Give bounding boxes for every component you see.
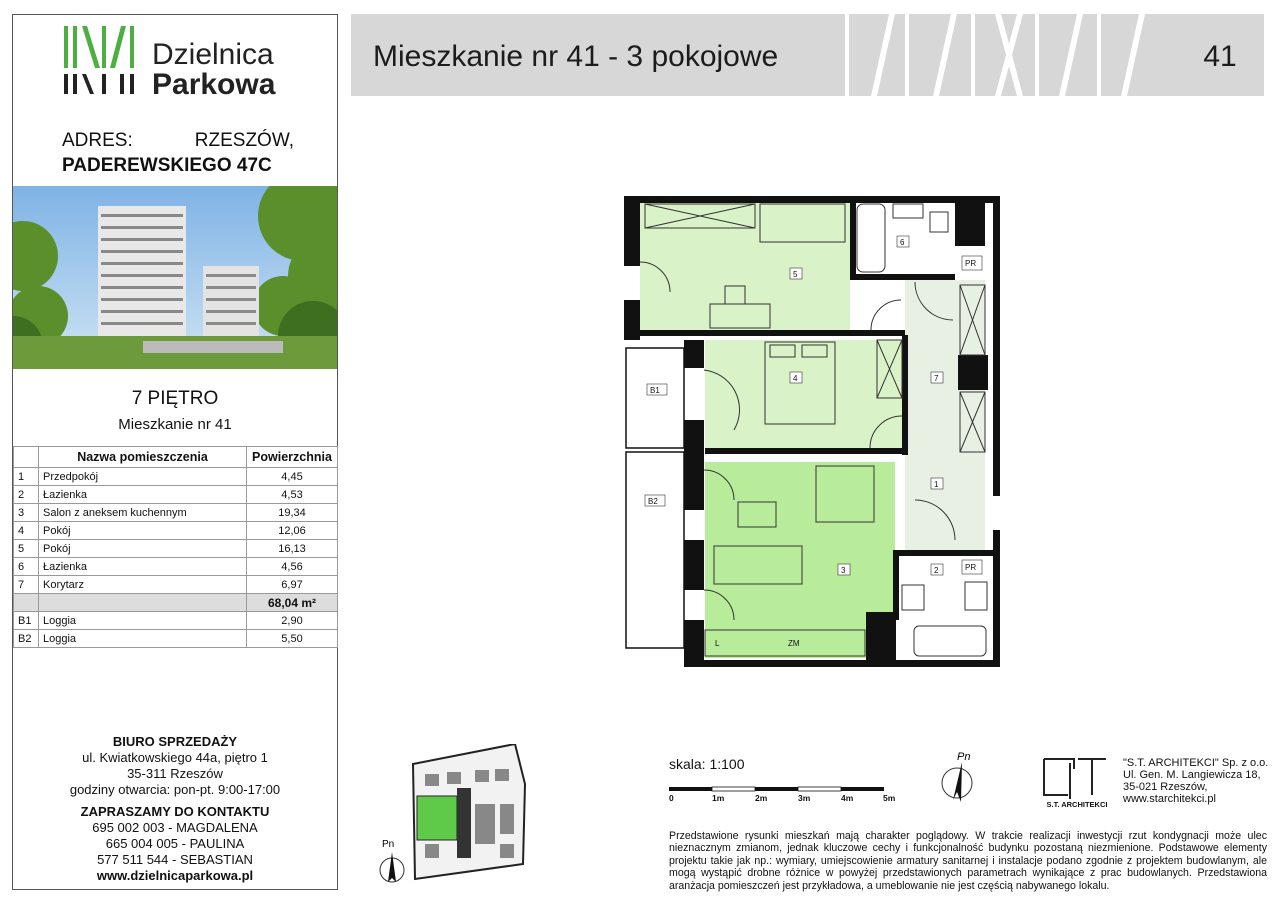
row-no: 4 — [14, 522, 39, 540]
decorative-stripes — [845, 14, 1160, 96]
sales-address: ul. Kwiatkowskiego 44a, piętro 1 — [82, 750, 268, 765]
row-no: B1 — [14, 612, 39, 630]
row-area: 6,97 — [247, 576, 338, 594]
table-row — [14, 576, 338, 594]
row-area: 19,34 — [247, 504, 338, 522]
scale-bar — [669, 786, 901, 806]
row-name: Łazienka — [39, 486, 247, 504]
row-no: 2 — [14, 486, 39, 504]
contact-heading: ZAPRASZAMY DO KONTAKTU — [80, 804, 270, 819]
row-name: Przedpokój — [39, 468, 247, 486]
sales-office — [13, 734, 337, 884]
room-5-area — [640, 200, 850, 332]
sales-hours: godziny otwarcia: pon-pt. 9:00-17:00 — [69, 782, 281, 797]
riser-label: PR — [965, 259, 977, 268]
row-name: Pokój — [39, 540, 247, 558]
row-name: Łazienka — [39, 558, 247, 576]
scale-tick: 5m — [883, 793, 896, 803]
contact-phone: 665 004 005 - PAULINA — [105, 836, 245, 851]
north-arrow-icon — [374, 838, 414, 888]
north-label: Pn — [382, 839, 395, 850]
contact-phone: 695 002 003 - MAGDALENA — [92, 820, 258, 835]
floor-label: 7 PIĘTRO — [131, 388, 219, 409]
address — [62, 128, 294, 178]
table-row — [14, 504, 338, 522]
architect-logo-label: S.T. ARCHITEKCI — [1046, 800, 1108, 809]
address-label: ADRES: — [62, 130, 133, 151]
architect-street: Ul. Gen. M. Langiewicza 18, — [1123, 769, 1261, 781]
room-4-area — [705, 340, 905, 448]
row-name: Salon z aneksem kuchennym — [39, 504, 247, 522]
table-row — [14, 558, 338, 576]
architect-city: 35-021 Rzeszów, — [1123, 781, 1208, 793]
row-name: Loggia — [39, 630, 247, 648]
brand-name-line2: Parkowa — [152, 68, 276, 101]
row-no: 7 — [14, 576, 39, 594]
scale-tick: 0 — [669, 793, 674, 803]
address-city: RZESZÓW, — [194, 130, 294, 151]
row-no: 1 — [14, 468, 39, 486]
row-area: 4,45 — [247, 468, 338, 486]
row-name: Pokój — [39, 522, 247, 540]
scale-label: skala: 1:100 — [669, 756, 745, 772]
table-row — [14, 630, 338, 648]
rooms-table — [13, 446, 338, 648]
row-area: 2,90 — [247, 612, 338, 630]
dishwasher-label: ZM — [788, 639, 800, 648]
room-4-number: 4 — [793, 374, 798, 383]
row-area: 5,50 — [247, 630, 338, 648]
sales-city: 35-311 Rzeszów — [127, 766, 223, 781]
row-area: 12,06 — [247, 522, 338, 540]
row-no: B2 — [14, 630, 39, 648]
room-2-number: 2 — [934, 566, 939, 575]
architect-name: "S.T. ARCHITEKCI" Sp. z o.o. — [1123, 757, 1269, 769]
scale-tick: 2m — [755, 793, 768, 803]
row-name: Korytarz — [39, 576, 247, 594]
row-name: Loggia — [39, 612, 247, 630]
table-header-row — [14, 447, 338, 468]
brand-name-line1: Dzielnica — [152, 38, 274, 71]
loggia-b2-label: B2 — [648, 497, 658, 506]
key-plan — [405, 744, 575, 890]
floor-plan — [600, 190, 1020, 680]
scale-tick: 3m — [798, 793, 811, 803]
fridge-label: L — [715, 639, 720, 648]
total-row — [14, 594, 338, 612]
table-row — [14, 612, 338, 630]
row-no: 5 — [14, 540, 39, 558]
architect-info — [1123, 757, 1268, 805]
room-3-number: 3 — [841, 566, 846, 575]
row-area: 4,53 — [247, 486, 338, 504]
website-link[interactable]: www.dzielnicaparkowa.pl — [96, 868, 254, 883]
building-photo — [13, 186, 337, 369]
sales-heading: BIURO SPRZEDAŻY — [112, 734, 238, 749]
room-7-number: 7 — [934, 374, 939, 383]
loggia-b1-label: B1 — [650, 386, 660, 395]
disclaimer: Przedstawione rysunki mieszkań mają charakter poglądowy. W trakcie realizacji inwestycji rzut kondygnacji może ulec nieznacznym zmianom, jednak kluczowe cechy i funkcjonalność budynku pozostaną niezmienione. Podstawowe elementy projektu takie jak np.: wymiary, umiejscowienie armatury sanitarnej i instalacje podano zgodnie z projektem budowlanym, ale mogą wystąpić drobne różnice w powyżej przedstawionych parametrach wynikające z prac budowlanych. Przedstawiona aranżacja pomieszczeń jest przykładowa, a umeblowanie nie jest częścią nabywanego lokalu. — [669, 830, 1267, 892]
row-area: 4,56 — [247, 558, 338, 576]
room-5-number: 5 — [793, 270, 798, 279]
north-label: Pn — [957, 751, 971, 763]
scale-tick: 4m — [841, 793, 854, 803]
table-row — [14, 468, 338, 486]
row-no: 6 — [14, 558, 39, 576]
table-row — [14, 486, 338, 504]
header-no — [14, 447, 39, 468]
apartment-label: Mieszkanie nr 41 — [118, 416, 232, 433]
header-name: Nazwa pomieszczenia — [39, 447, 247, 468]
contact-phone: 577 511 544 - SEBASTIAN — [97, 852, 253, 867]
riser-label: PR — [965, 563, 977, 572]
room-1-number: 1 — [934, 480, 939, 489]
brand-name — [152, 40, 275, 100]
scale-tick: 1m — [712, 793, 725, 803]
page-title: Mieszkanie nr 41 - 3 pokojowe — [373, 40, 779, 73]
table-row — [14, 540, 338, 558]
header-area: Powierzchnia — [247, 447, 338, 468]
row-no: 3 — [14, 504, 39, 522]
room-6-number: 6 — [900, 238, 905, 247]
apartment-number: 41 — [1203, 40, 1237, 73]
row-area: 16,13 — [247, 540, 338, 558]
architect-website[interactable]: www.starchitekci.pl — [1123, 793, 1216, 805]
total-area: 68,04 m² — [247, 594, 338, 612]
logo-mark-icon — [64, 26, 144, 96]
table-row — [14, 522, 338, 540]
north-arrow-icon — [935, 750, 985, 805]
address-street: PADEREWSKIEGO 47C — [62, 155, 272, 176]
